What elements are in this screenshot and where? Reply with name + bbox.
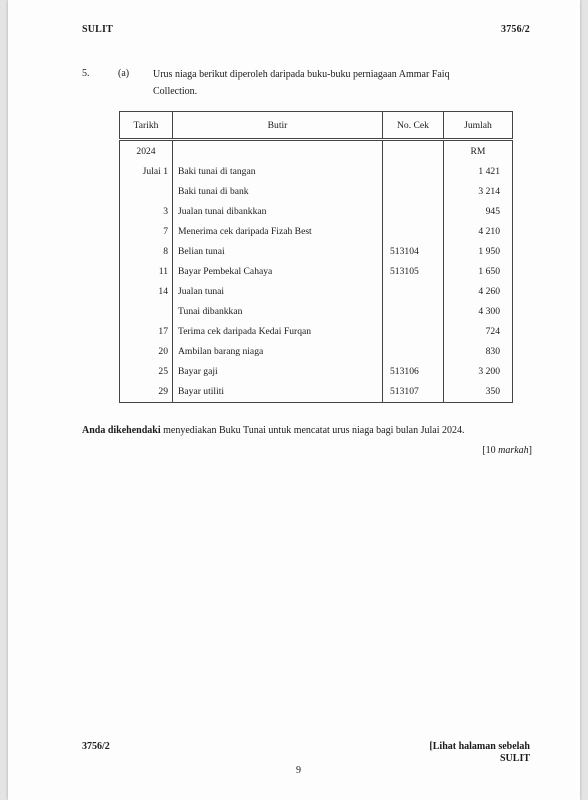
question-number: 5.: [82, 68, 90, 79]
amount-cell: 3 200: [444, 361, 513, 381]
marks-label: [10 markah]: [482, 445, 532, 456]
item-cell: Jualan tunai dibankkan: [173, 201, 383, 221]
amount-cell: 724: [444, 321, 513, 341]
question-part: (a): [118, 68, 130, 79]
date-cell: [120, 181, 173, 201]
col-header-amount: Jumlah: [444, 112, 513, 140]
table-row: [120, 221, 513, 241]
amount-cell: 4 210: [444, 221, 513, 241]
page-number: 9: [296, 765, 301, 776]
table-year-row: [120, 140, 513, 162]
amount-cell: 1 421: [444, 161, 513, 181]
date-cell: 20: [120, 341, 173, 361]
table-body: [120, 140, 513, 403]
header-paper-code: 3756/2: [501, 24, 530, 35]
instruction-rest: menyediakan Buku Tunai untuk mencatat urus niaga bagi bulan Julai 2024.: [160, 425, 465, 436]
amount-cell: 4 300: [444, 301, 513, 321]
item-cell: Ambilan barang niaga: [173, 341, 383, 361]
table-row: [120, 241, 513, 261]
date-cell: 17: [120, 321, 173, 341]
date-cell: Julai 1: [120, 161, 173, 181]
question-text-line-1: Urus niaga berikut diperoleh daripada buku-buku perniagaan Ammar Faiq: [153, 69, 450, 80]
year-cell: 2024: [120, 140, 173, 162]
cheque-cell: [383, 301, 444, 321]
transaction-table: [119, 111, 513, 403]
footer-paper-code: 3756/2: [82, 741, 110, 752]
amount-cell: 3 214: [444, 181, 513, 201]
date-cell: 7: [120, 221, 173, 241]
item-cell: Tunai dibankkan: [173, 301, 383, 321]
instruction-bold: Anda dikehendaki: [82, 425, 161, 436]
date-cell: [120, 301, 173, 321]
cheque-cell: [383, 221, 444, 241]
date-cell: 11: [120, 261, 173, 281]
amount-cell: 945: [444, 201, 513, 221]
item-cell: Belian tunai: [173, 241, 383, 261]
date-cell: 3: [120, 201, 173, 221]
footer-sulit: SULIT: [499, 753, 530, 764]
item-cell: Baki tunai di bank: [173, 181, 383, 201]
item-cell: Bayar Pembekal Cahaya: [173, 261, 383, 281]
item-cell: Menerima cek daripada Fizah Best: [173, 221, 383, 241]
cheque-cell: 513107: [383, 381, 444, 403]
question-text: [153, 66, 533, 100]
table-row: [120, 161, 513, 181]
table-row: [120, 381, 513, 403]
table-row: [120, 281, 513, 301]
table-row: [120, 181, 513, 201]
item-cell: Bayar utiliti: [173, 381, 383, 403]
item-cell: Bayar gaji: [173, 361, 383, 381]
item-cell: Terima cek daripada Kedai Furqan: [173, 321, 383, 341]
cheque-cell: [383, 161, 444, 181]
table-row: [120, 361, 513, 381]
item-cell: Jualan tunai: [173, 281, 383, 301]
cheque-cell: 513105: [383, 261, 444, 281]
cheque-cell: [383, 201, 444, 221]
date-cell: 8: [120, 241, 173, 261]
table-header-row: [120, 112, 513, 140]
cheque-cell: [383, 181, 444, 201]
col-header-date: Tarikh: [120, 112, 173, 140]
cheque-cell: [383, 281, 444, 301]
amount-cell: 350: [444, 381, 513, 403]
item-cell: Baki tunai di tangan: [173, 161, 383, 181]
date-cell: 14: [120, 281, 173, 301]
cheque-cell: [383, 341, 444, 361]
date-cell: 29: [120, 381, 173, 403]
amount-cell: 1 950: [444, 241, 513, 261]
table-row: [120, 341, 513, 361]
table-row: [120, 261, 513, 281]
amount-cell: 1 650: [444, 261, 513, 281]
currency-cell: RM: [444, 140, 513, 162]
amount-cell: 4 260: [444, 281, 513, 301]
table-row: [120, 321, 513, 341]
cheque-cell: [383, 321, 444, 341]
amount-cell: 830: [444, 341, 513, 361]
table-row: [120, 301, 513, 321]
col-header-item: Butir: [173, 112, 383, 140]
cheque-cell: 513104: [383, 241, 444, 261]
col-header-cheque: No. Cek: [383, 112, 444, 140]
date-cell: 25: [120, 361, 173, 381]
footer-next-page: [Lihat halaman sebelah: [429, 741, 530, 752]
exam-page: [8, 0, 580, 800]
header-sulit: SULIT: [82, 24, 114, 35]
cheque-cell: 513106: [383, 361, 444, 381]
instruction-text: [82, 425, 465, 436]
question-text-line-2: Collection.: [153, 86, 198, 97]
table-row: [120, 201, 513, 221]
